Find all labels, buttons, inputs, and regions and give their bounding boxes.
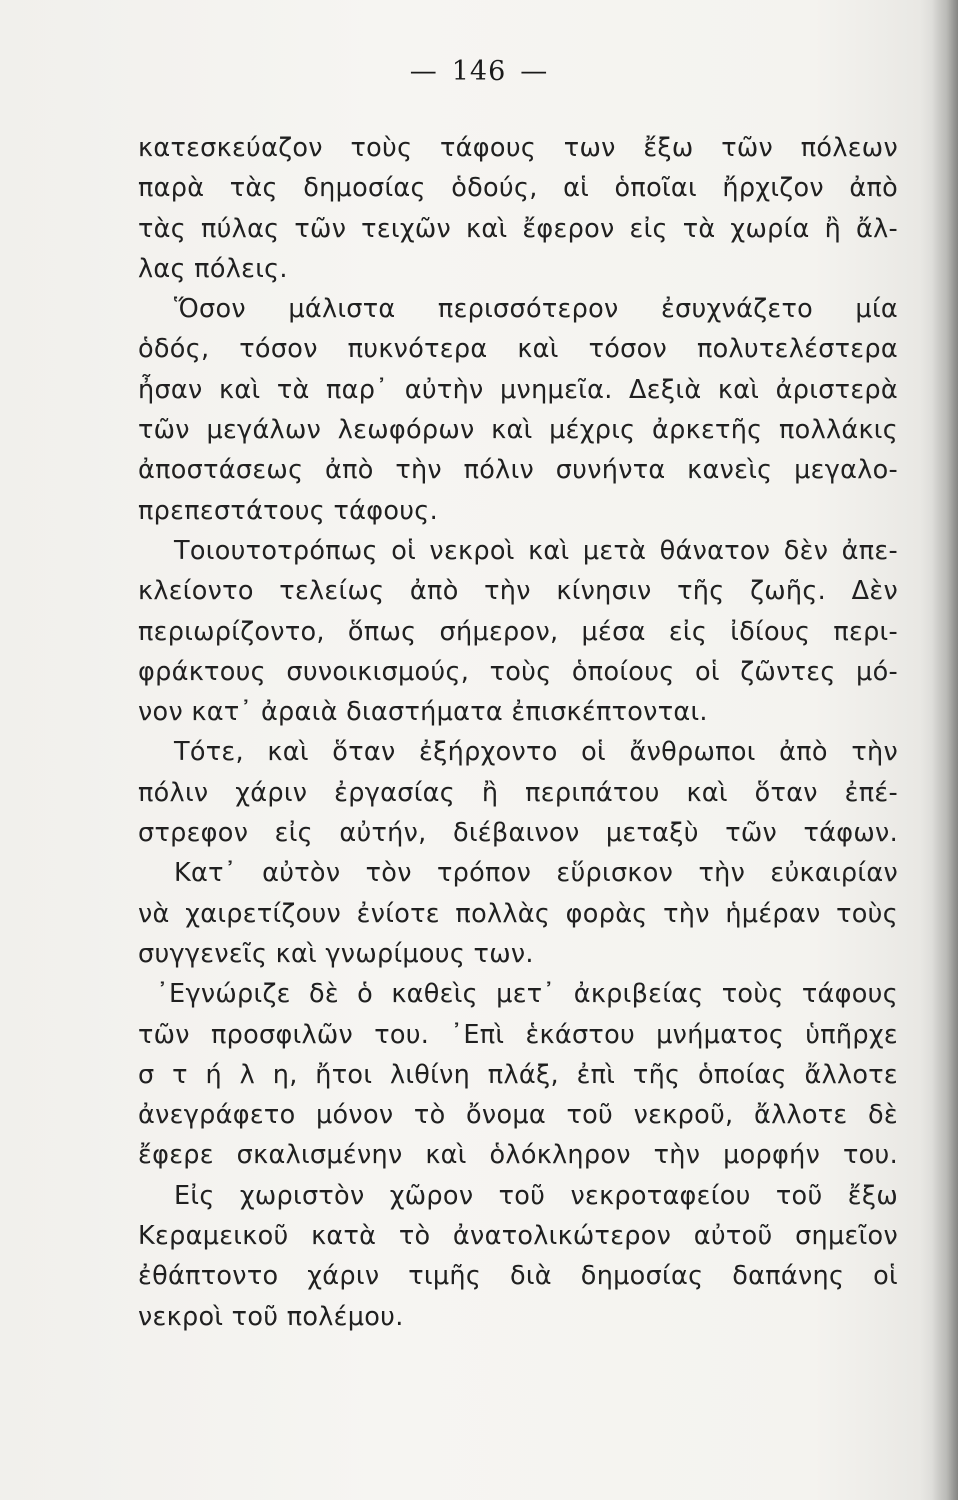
text-line: περιωρίζοντο, ὅπως σήμερον, μέσα εἰς ἰδίους περι- [138,616,898,647]
text-line: ἐθάπτοντο χάριν τιμῆς διὰ δημοσίας δαπάνης οἱ [138,1261,898,1292]
header-dash-right: — [520,56,549,87]
paragraph [138,128,898,289]
text-line: νον κατ᾽ ἀραιὰ διαστήματα ἐπισκέπτονται. [138,697,708,728]
text-line: πρεπεστάτους τάφους. [138,495,438,526]
text-line: ὁδός, τόσον πυκνότερα καὶ τόσον πολυτελέστερα [138,334,898,365]
paragraph [138,974,898,1175]
text-line: κατεσκεύαζον τοὺς τάφους των ἔξω τῶν πόλεων [138,133,898,163]
paragraph [138,1176,898,1337]
text-line: λας πόλεις. [138,253,288,284]
paragraph [138,732,898,853]
text-line: φράκτους συνοικισμούς, τοὺς ὁποίους οἱ ζῶντες μό- [138,656,898,687]
text-line: ἀποστάσεως ἀπὸ τὴν πόλιν συνήντα κανεὶς μεγαλο- [138,455,898,486]
page-edge-shadow [932,0,958,1500]
text-line: Ὅσον μάλιστα περισσότερον ἐσυχνάζετο μία [174,294,898,325]
text-line: ᾽Εγνώριζε δὲ ὁ καθεὶς μετ᾽ ἀκριβείας τοὺς τάφους [156,979,898,1010]
text-line: κλείοντο τελείως ἀπὸ τὴν κίνησιν τῆς ζωῆς. Δὲν [138,576,898,607]
paragraph [138,853,898,974]
text-line: τῶν μεγάλων λεωφόρων καὶ μέχρις ἀρκετῆς πολλάκις [138,415,898,446]
text-line: πόλιν χάριν ἐργασίας ἢ περιπάτου καὶ ὅταν ἐπέ- [138,777,898,808]
text-line: ἦσαν καὶ τὰ παρ᾽ αὐτὴν μνημεῖα. Δεξιὰ καὶ ἀριστερὰ [138,374,898,405]
text-line: Εἰς χωριστὸν χῶρον τοῦ νεκροταφείου τοῦ ἔξω [174,1180,898,1211]
text-line: ἀνεγράφετο μόνον τὸ ὄνομα τοῦ νεκροῦ, ἄλλοτε δὲ [138,1100,898,1131]
text-line: σ τ ή λ η, ἤτοι λιθίνη πλάξ, ἐπὶ τῆς ὁποίας ἄλλοτε [138,1059,898,1090]
text-line: συγγενεῖς καὶ γνωρίμους των. [138,938,534,969]
page-header [0,56,958,87]
paragraph [138,531,898,732]
text-line: παρὰ τὰς δημοσίας ὁδούς, αἱ ὁποῖαι ἤρχιζον ἀπὸ [138,173,898,204]
text-line: νεκροὶ τοῦ πολέμου. [138,1301,404,1332]
text-line: τῶν προσφιλῶν του. ᾽Επὶ ἑκάστου μνήματος ὑπῆρχε [138,1019,898,1050]
text-line: Τότε, καὶ ὅταν ἐξήρχοντο οἱ ἄνθρωποι ἀπὸ τὴν [174,737,898,768]
text-line: στρεφον εἰς αὐτήν, διέβαινον μεταξὺ τῶν τάφων. [138,818,898,849]
paragraph [138,289,898,531]
text-line: νὰ χαιρετίζουν ἐνίοτε πολλὰς φορὰς τὴν ἡμέραν τοὺς [138,898,898,929]
text-line: Κατ᾽ αὐτὸν τὸν τρόπον εὕρισκον τὴν εὐκαιρίαν [174,858,898,889]
page-body-text [138,128,898,1337]
page-number: 146 [451,56,507,87]
text-line: Τοιουτοτρόπως οἱ νεκροὶ καὶ μετὰ θάνατον δὲν ἀπε- [174,535,898,566]
text-line: τὰς πύλας τῶν τειχῶν καὶ ἔφερον εἰς τὰ χωρία ἢ ἄλ- [138,213,898,244]
header-dash-left: — [409,56,438,87]
text-line: ἔφερε σκαλισμένην καὶ ὁλόκληρον τὴν μορφήν του. [138,1140,898,1171]
text-line: Κεραμεικοῦ κατὰ τὸ ἀνατολικώτερον αὐτοῦ σημεῖον [138,1221,898,1252]
